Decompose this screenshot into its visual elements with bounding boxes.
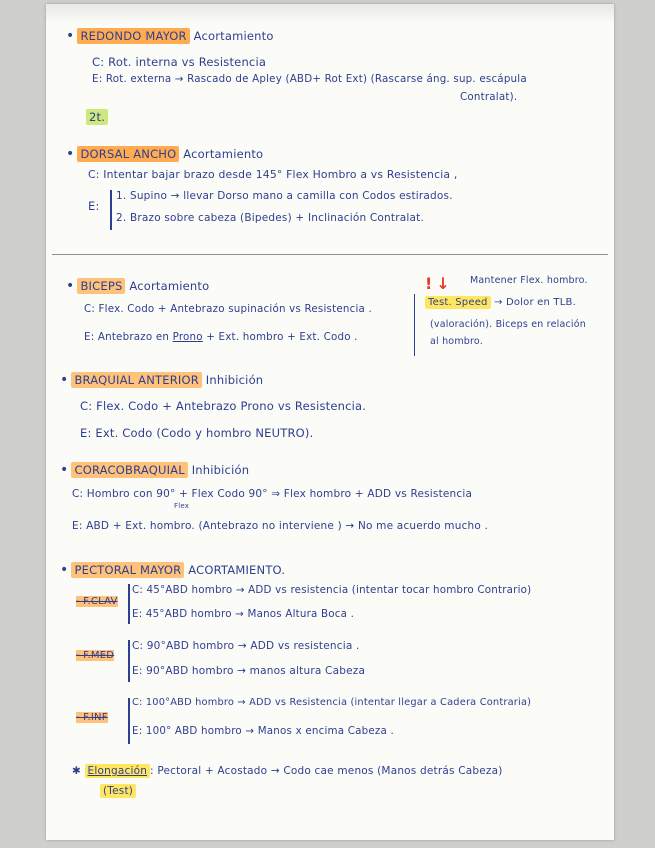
s6-f2-brace	[128, 640, 130, 682]
s2-header	[66, 146, 263, 162]
s2-elongation-2: 2. Brazo sobre cabeza (Bipedes) + Inclinación Contralat.	[116, 212, 424, 224]
bullet-icon: •	[60, 462, 69, 478]
s3-side-test	[425, 297, 576, 308]
bullet-icon: •	[66, 146, 75, 162]
s1-type: Acortamiento	[193, 29, 274, 43]
s3-title: BICEPS	[77, 278, 125, 294]
s3-side-divider	[414, 294, 415, 356]
s4-type: Inhibición	[205, 373, 264, 387]
s6-elong-label: Elongación	[85, 764, 151, 778]
s2-type: Acortamiento	[183, 147, 264, 161]
s1-note-tag: 2t.	[86, 109, 108, 125]
s6-f3-brace	[128, 698, 130, 744]
s2-brace	[110, 190, 112, 230]
s6-f1-contraction: C: 45°ABD hombro → ADD vs resistencia (intentar tocar hombro Contrario)	[132, 584, 532, 596]
arrow-down-icon: ↓	[436, 274, 450, 293]
s6-f2-label: - F.MED	[76, 650, 115, 661]
bullet-icon: •	[60, 562, 69, 578]
section-divider	[52, 254, 608, 255]
s1-note	[86, 110, 108, 124]
notebook-page	[46, 4, 614, 840]
s6-f3-label: - F.INF	[76, 712, 108, 723]
star-icon: ✱	[72, 765, 81, 777]
s3-header	[66, 278, 209, 294]
s5-type: Inhibición	[191, 463, 250, 477]
s1-elongation: E: Rot. externa → Rascado de Apley (ABD+ Rot Ext) (Rascarse áng. sup. escápula	[92, 73, 527, 85]
s5-contraction: C: Hombro con 90° + Flex Codo 90° ⇒ Flex hombro + ADD vs Resistencia	[72, 488, 473, 500]
s6-header	[60, 562, 285, 578]
s5-contraction-sub: Flex	[174, 502, 190, 510]
s3-type: Acortamiento	[129, 279, 210, 293]
s6-elongation-test	[72, 765, 503, 777]
s4-elongation: E: Ext. Codo (Codo y hombro NEUTRO).	[80, 426, 314, 440]
s5-header	[60, 462, 249, 478]
s3-e-pre: E: Antebrazo en	[84, 331, 173, 343]
s6-f1-elongation: E: 45°ABD hombro → Manos Altura Boca .	[132, 608, 355, 620]
s2-e-label: E:	[88, 199, 100, 213]
s4-header	[60, 372, 263, 388]
s1-header	[66, 28, 274, 44]
bullet-icon: •	[60, 372, 69, 388]
s5-elongation: E: ABD + Ext. hombro. (Antebrazo no interviene ) → No me acuerdo mucho .	[72, 520, 489, 532]
s6-title: PECTORAL MAYOR	[71, 562, 184, 578]
s6-elong-rest: : Pectoral + Acostado → Codo cae menos (Manos detrás Cabeza)	[150, 765, 503, 777]
s3-side-marks	[425, 274, 450, 293]
bullet-icon: •	[66, 278, 75, 294]
s6-type: ACORTAMIENTO.	[188, 563, 286, 577]
s6-f3-contraction: C: 100°ABD hombro → ADD vs Resistencia (intentar llegar a Cadera Contraria)	[132, 697, 532, 708]
bullet-icon: •	[66, 28, 75, 44]
s5-title: CORACOBRAQUIAL	[71, 462, 187, 478]
s1-contraction: C: Rot. interna vs Resistencia	[92, 55, 267, 69]
s3-side-3: al hombro.	[430, 336, 483, 347]
s3-side-top: Mantener Flex. hombro.	[470, 275, 588, 286]
s4-title: BRAQUIAL ANTERIOR	[71, 372, 201, 388]
s3-side-rest: → Dolor en TLB.	[494, 297, 576, 308]
s1-title: REDONDO MAYOR	[77, 28, 189, 44]
s6-test-tag: (Test)	[100, 784, 136, 798]
page-edge-shadow	[46, 4, 614, 24]
s2-elongation-1: 1. Supino → llevar Dorso mano a camilla con Codos estirados.	[116, 190, 453, 202]
exclamation-icon: !	[425, 274, 433, 293]
s3-test-speed: Test. Speed	[425, 296, 491, 309]
s4-contraction: C: Flex. Codo + Antebrazo Prono vs Resistencia.	[80, 399, 367, 413]
s2-contraction: C: Intentar bajar brazo desde 145° Flex Hombro a vs Resistencia ,	[88, 168, 458, 181]
s3-contraction: C: Flex. Codo + Antebrazo supinación vs Resistencia .	[84, 303, 372, 315]
s6-f3-elongation: E: 100° ABD hombro → Manos x encima Cabeza .	[132, 725, 394, 737]
s3-e-prono: Prono	[172, 331, 203, 343]
s6-f2-elongation: E: 90°ABD hombro → manos altura Cabeza	[132, 665, 366, 677]
s6-f1-label: - F.CLAV	[76, 596, 118, 607]
s1-elongation-cont: Contralat).	[460, 91, 518, 103]
s6-f2-contraction: C: 90°ABD hombro → ADD vs resistencia .	[132, 640, 360, 652]
s2-title: DORSAL ANCHO	[77, 146, 179, 162]
s3-side-2: (valoración). Biceps en relación	[430, 319, 586, 330]
s3-e-post: + Ext. hombro + Ext. Codo .	[202, 331, 358, 343]
s3-elongation	[84, 331, 358, 343]
s6-test-note	[100, 785, 136, 797]
s6-f1-brace	[128, 584, 130, 624]
